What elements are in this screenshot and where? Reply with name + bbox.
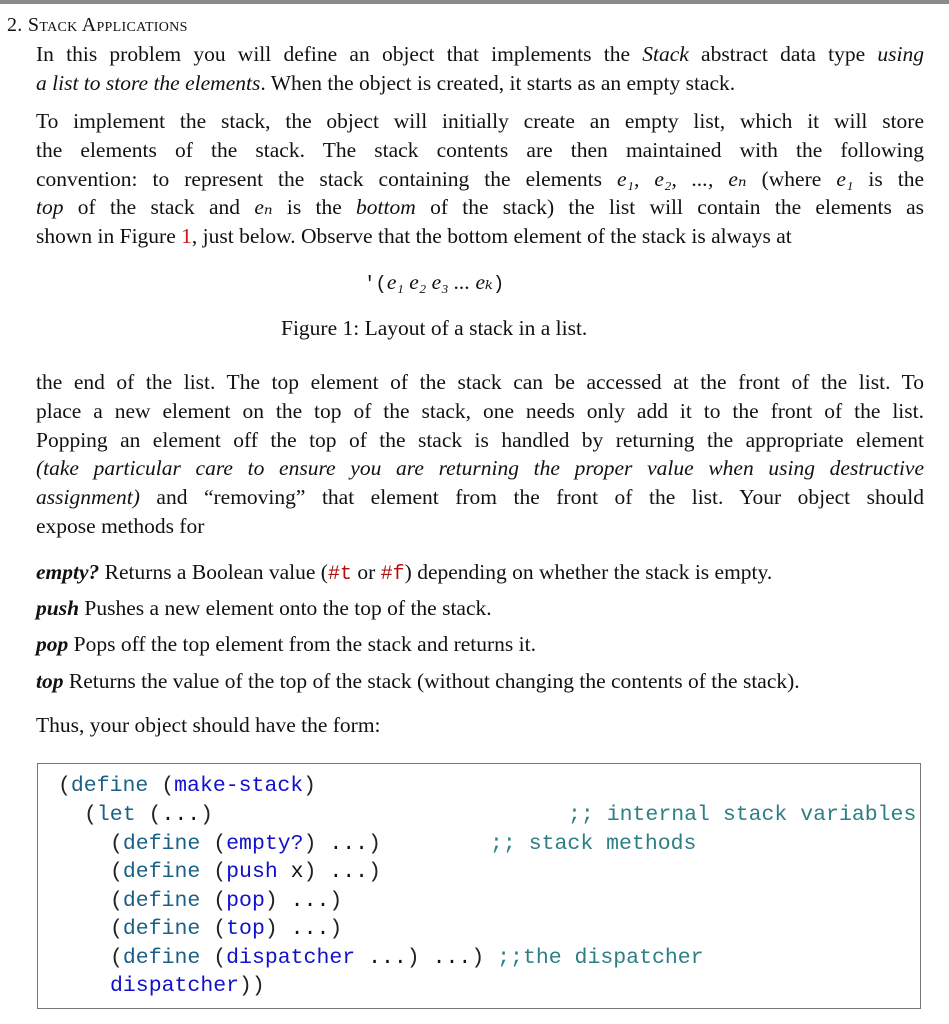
section-number: 2. — [7, 14, 23, 36]
cont-line-emphasis: (take particular care to ensure you are returning the proper value when using destructive — [36, 456, 924, 481]
code-line-1: (define (make-stack) — [58, 774, 317, 798]
method-desc: Pops off the top element from the stack and returns it. — [68, 632, 536, 656]
code-block — [37, 763, 921, 1009]
method-top — [36, 669, 800, 694]
section-heading — [7, 14, 188, 37]
paren-close: ) — [492, 273, 505, 295]
figure-caption: Figure 1: Layout of a stack in a list. — [281, 316, 588, 340]
method-desc: ) depending on whether the stack is empty. — [404, 560, 773, 584]
method-pop — [36, 632, 536, 657]
impl-text: is the — [272, 195, 357, 220]
bottom-term: bottom — [356, 195, 416, 220]
code-line-6: (define (top) ...) — [110, 917, 343, 941]
impl-text: convention: to represent the stack containing the elements — [36, 166, 618, 191]
comment-stack-methods: ;; stack methods — [490, 832, 697, 856]
cont-line: Popping an element off the top of the stack is handled by returning the appropriate element — [36, 427, 924, 452]
code-line-5: (define (pop) ...) — [110, 889, 343, 913]
cont-line: expose methods for — [36, 513, 205, 538]
intro-paragraph — [36, 40, 924, 98]
code-line-4: (define (push x) ...) — [110, 860, 381, 884]
method-name: pop — [36, 632, 69, 656]
cont-emphasis: assignment) — [36, 485, 140, 510]
impl-text: shown in Figure — [36, 224, 182, 249]
impl-text: (where — [746, 166, 837, 191]
intro-text: abstract data type — [688, 42, 878, 66]
math-elements: e₁, e₂, ..., eₙ — [617, 166, 747, 191]
section-title: Stack Applications — [27, 14, 188, 36]
intro-emphasis: using — [877, 42, 924, 66]
code-line-2: (let (...) — [84, 803, 214, 827]
code-line-8: dispatcher)) — [110, 974, 265, 998]
top-term: top — [36, 195, 64, 220]
impl-text: of the stack) the list will contain the elements as — [415, 195, 925, 220]
method-desc: Returns a Boolean value ( — [99, 560, 328, 584]
method-push — [36, 596, 492, 621]
cont-line: place a new element on the top of the stack, one needs only add it to the front of the list. — [36, 398, 924, 423]
figure-expression — [364, 270, 504, 295]
false-literal: #f — [380, 563, 405, 586]
math-en: eₙ — [254, 195, 273, 220]
continuation-paragraph — [36, 368, 924, 541]
method-desc: or — [351, 560, 381, 584]
expr-elements: e₁ e₂ e₃ ... eₖ — [386, 270, 493, 294]
method-name: empty? — [36, 560, 100, 584]
stack-term: Stack — [642, 42, 689, 66]
method-empty — [36, 560, 772, 586]
impl-line: the elements of the stack. The stack contents are then maintained with the following — [36, 137, 924, 162]
math-e1: e₁ — [836, 166, 854, 191]
top-rule — [0, 0, 949, 4]
intro-text: . When the object is created, it starts as an empty stack. — [260, 70, 736, 95]
code-line-3: (define (empty?) ...) — [110, 832, 381, 856]
intro-emphasis: a list to store the elements — [36, 70, 261, 95]
impl-text: is the — [853, 166, 924, 191]
comment-dispatcher: ;;the dispatcher — [497, 946, 704, 970]
code-line-7: (define (dispatcher ...) ...) ;;the dispatcher — [110, 946, 704, 970]
cont-line: the end of the list. The top element of the stack can be accessed at the front of the list. To — [36, 370, 924, 394]
impl-line: To implement the stack, the object will initially create an empty list, which it will store — [36, 109, 924, 133]
quote-open: '( — [364, 273, 387, 295]
impl-text: of the stack and — [63, 195, 255, 220]
form-intro: Thus, your object should have the form: — [36, 713, 381, 737]
implementation-paragraph — [36, 107, 924, 251]
impl-text: , just below. Observe that the bottom element of the stack is always at — [191, 224, 792, 249]
cont-text: and “removing” that element from the front of the list. Your object should — [139, 485, 924, 510]
method-name: top — [36, 669, 64, 693]
method-name: push — [36, 596, 80, 620]
intro-text: In this problem you will define an object that implements the — [36, 42, 643, 66]
method-desc: Returns the value of the top of the stack (without changing the contents of the stack). — [63, 669, 800, 693]
method-desc: Pushes a new element onto the top of the stack. — [79, 596, 492, 620]
figure-ref-link[interactable]: 1 — [181, 224, 192, 249]
true-literal: #t — [327, 563, 352, 586]
comment-internal-vars: ;; internal stack variables — [568, 803, 917, 827]
